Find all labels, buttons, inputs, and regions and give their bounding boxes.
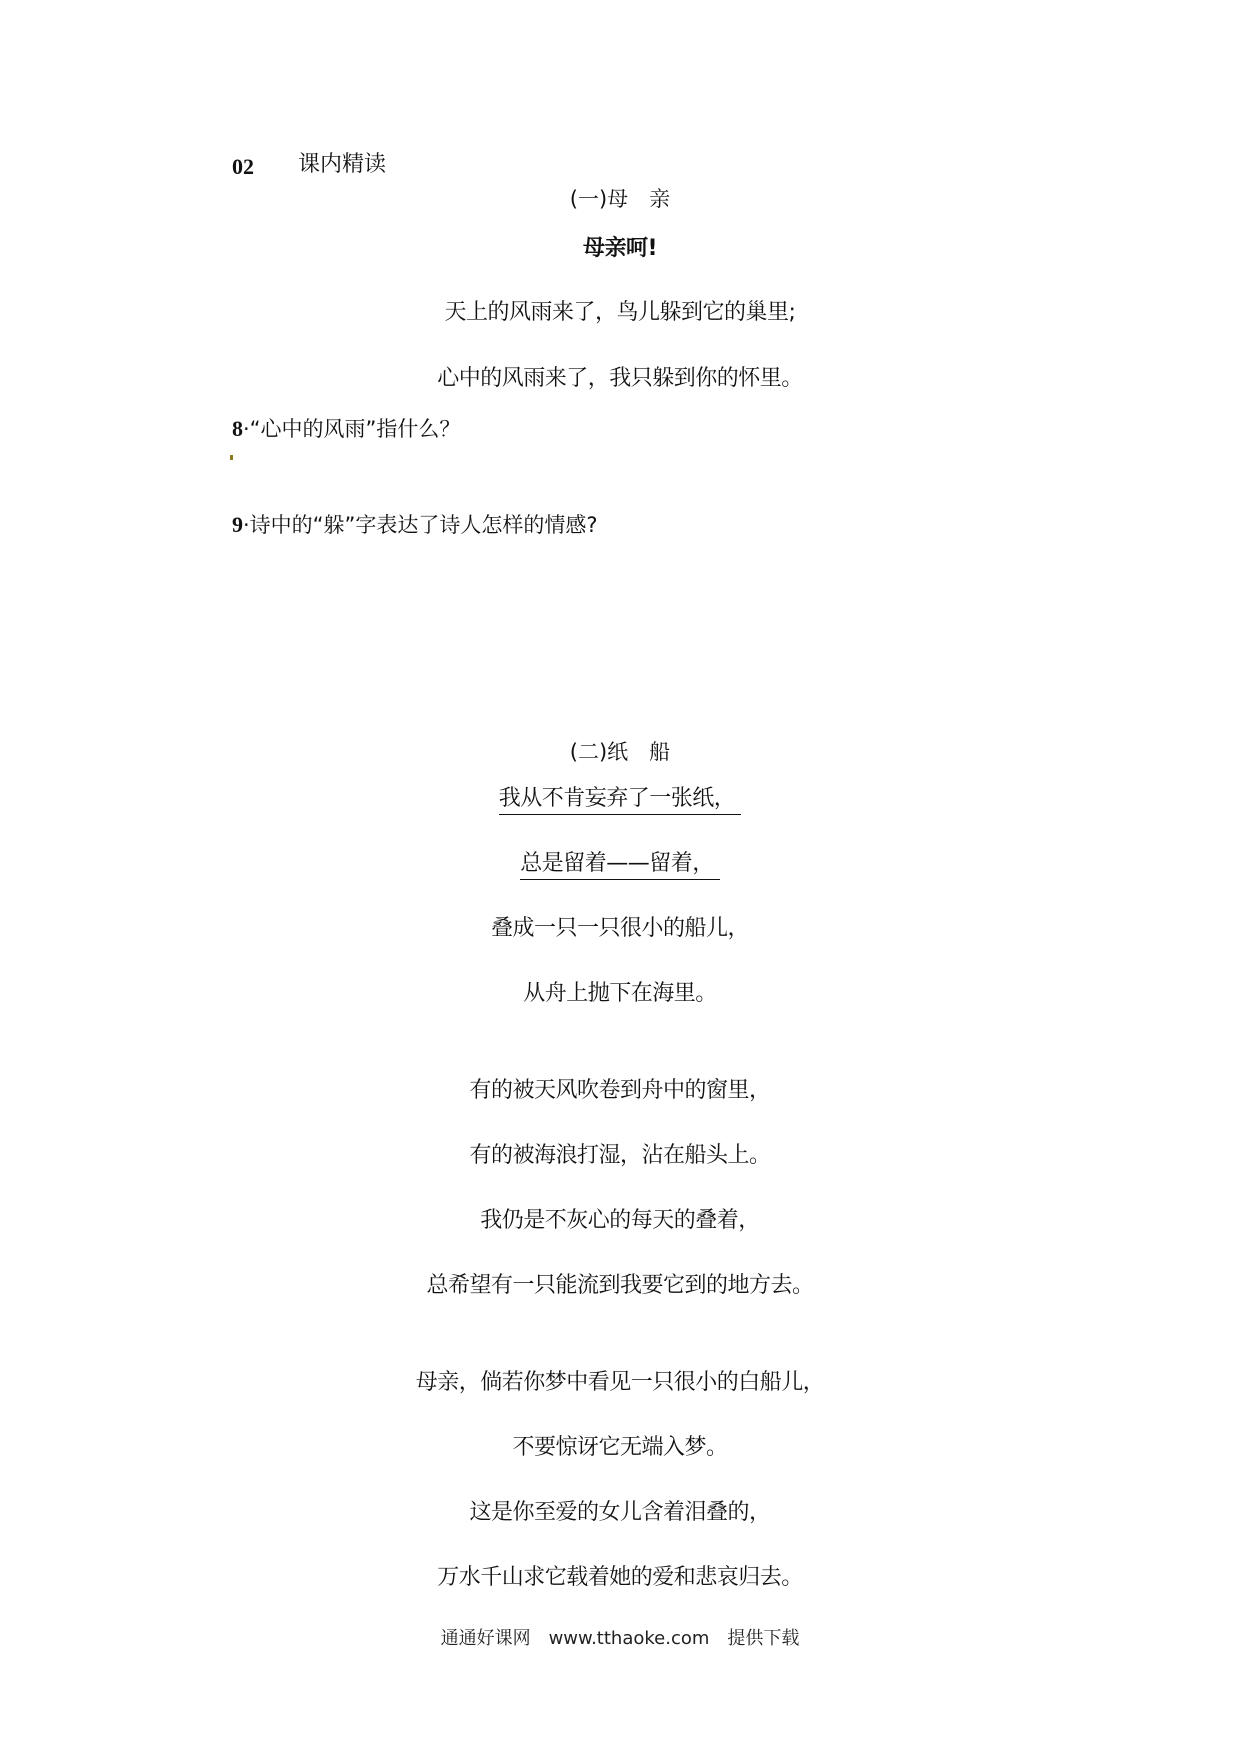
poem1-line-2: 天上的风雨来了，鸟儿躲到它的巢里; bbox=[444, 300, 796, 325]
poem1-title: (一)母 亲 bbox=[569, 187, 671, 211]
question-9-text: ·诗中的“躲”字表达了诗人怎样的情感? bbox=[243, 513, 598, 537]
question-8-number: 8 bbox=[232, 416, 243, 441]
poem2-line-10: 不要惊讶它无端入梦。 bbox=[512, 1435, 728, 1460]
stray-mark bbox=[230, 455, 233, 460]
section-number: 02 bbox=[232, 154, 254, 179]
poem2-line-9: 母亲，倘若你梦中看见一只很小的白船儿， bbox=[415, 1370, 825, 1395]
poem1-line-1: 母亲呵! bbox=[582, 236, 658, 261]
poem1-line-3: 心中的风雨来了，我只躲到你的怀里。 bbox=[437, 366, 803, 391]
section-title: 课内精读 bbox=[298, 152, 387, 177]
poem2-line-7: 我仍是不灰心的每天的叠着， bbox=[480, 1208, 760, 1233]
poem2-line-1-underlined: 我从不肯妄弃了一张纸， bbox=[499, 788, 742, 815]
poem2-line-5: 有的被天风吹卷到舟中的窗里， bbox=[469, 1078, 771, 1103]
question-8 bbox=[232, 418, 460, 440]
question-9 bbox=[232, 514, 598, 536]
poem2-line-6: 有的被海浪打湿，沾在船头上。 bbox=[469, 1143, 771, 1168]
poem2-line-4: 从舟上抛下在海里。 bbox=[523, 981, 717, 1006]
question-9-number: 9 bbox=[232, 512, 243, 537]
poem2-line-1 bbox=[0, 788, 1240, 815]
poem2-title: (二)纸 船 bbox=[569, 740, 671, 764]
poem2-line-12: 万水千山求它载着她的爱和悲哀归去。 bbox=[437, 1565, 803, 1590]
poem2-line-8: 总希望有一只能流到我要它到的地方去。 bbox=[426, 1273, 814, 1298]
poem2-line-11: 这是你至爱的女儿含着泪叠的， bbox=[469, 1500, 771, 1525]
footer-text: 通通好课网 www.tthaoke.com 提供下载 bbox=[440, 1628, 800, 1649]
poem2-line-2 bbox=[0, 853, 1240, 880]
poem2-line-2-underlined: 总是留着——留着， bbox=[520, 853, 720, 880]
question-8-text: ·“心中的风雨”指什么？ bbox=[243, 417, 461, 441]
poem2-line-3: 叠成一只一只很小的船儿， bbox=[490, 916, 749, 941]
